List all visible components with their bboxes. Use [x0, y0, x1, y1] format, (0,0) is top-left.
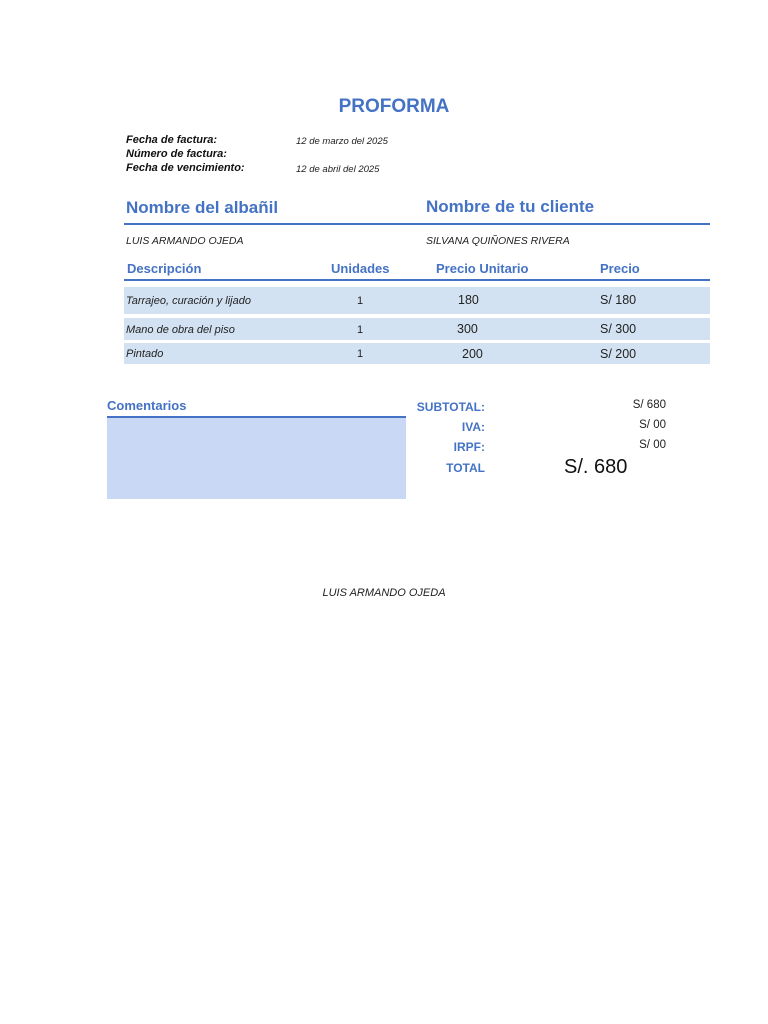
table-header-divider — [124, 279, 710, 281]
due-date-label: Fecha de vencimiento: — [126, 162, 245, 174]
row-units: 1 — [356, 295, 364, 307]
row-price: S/ 200 — [600, 347, 637, 361]
total-value: S/. 680 — [564, 456, 628, 478]
client-heading: Nombre de tu cliente — [426, 197, 595, 216]
mason-name: LUIS ARMANDO OJEDA — [126, 235, 244, 247]
column-header-price: Precio — [600, 261, 640, 276]
invoice-date-value: 12 de marzo del 2025 — [296, 136, 388, 147]
comments-label: Comentarios — [107, 398, 187, 413]
comments-box[interactable] — [107, 418, 406, 499]
iva-label: IVA: — [461, 420, 485, 434]
row-unit-price: 200 — [462, 347, 483, 361]
parties-divider — [124, 223, 710, 225]
signature-name: LUIS ARMANDO OJEDA — [322, 587, 446, 599]
row-unit-price: 180 — [458, 293, 479, 307]
mason-heading: Nombre del albañil — [126, 198, 279, 217]
irpf-label: IRPF: — [453, 440, 485, 454]
irpf-value: S/ 00 — [639, 439, 666, 451]
row-description: Mano de obra del piso — [126, 324, 235, 336]
row-description: Pintado — [126, 348, 164, 360]
invoice-date-label: Fecha de factura: — [126, 134, 218, 146]
row-description: Tarrajeo, curación y lijado — [126, 295, 251, 307]
due-date-value: 12 de abril del 2025 — [296, 164, 380, 175]
column-header-units: Unidades — [331, 261, 390, 276]
column-header-unit-price: Precio Unitario — [436, 261, 529, 276]
subtotal-label: SUBTOTAL: — [416, 400, 485, 414]
iva-value: S/ 00 — [639, 419, 666, 431]
page-title: PROFORMA — [338, 96, 450, 117]
row-units: 1 — [356, 324, 364, 336]
row-price: S/ 180 — [600, 293, 637, 307]
total-label: TOTAL — [446, 461, 485, 475]
client-name: SILVANA QUIÑONES RIVERA — [426, 235, 570, 247]
row-unit-price: 300 — [457, 322, 478, 336]
column-header-description: Descripción — [127, 261, 202, 276]
invoice-number-label: Número de factura: — [126, 148, 227, 160]
row-price: S/ 300 — [600, 322, 637, 336]
subtotal-value: S/ 680 — [632, 399, 666, 411]
row-units: 1 — [356, 348, 364, 360]
